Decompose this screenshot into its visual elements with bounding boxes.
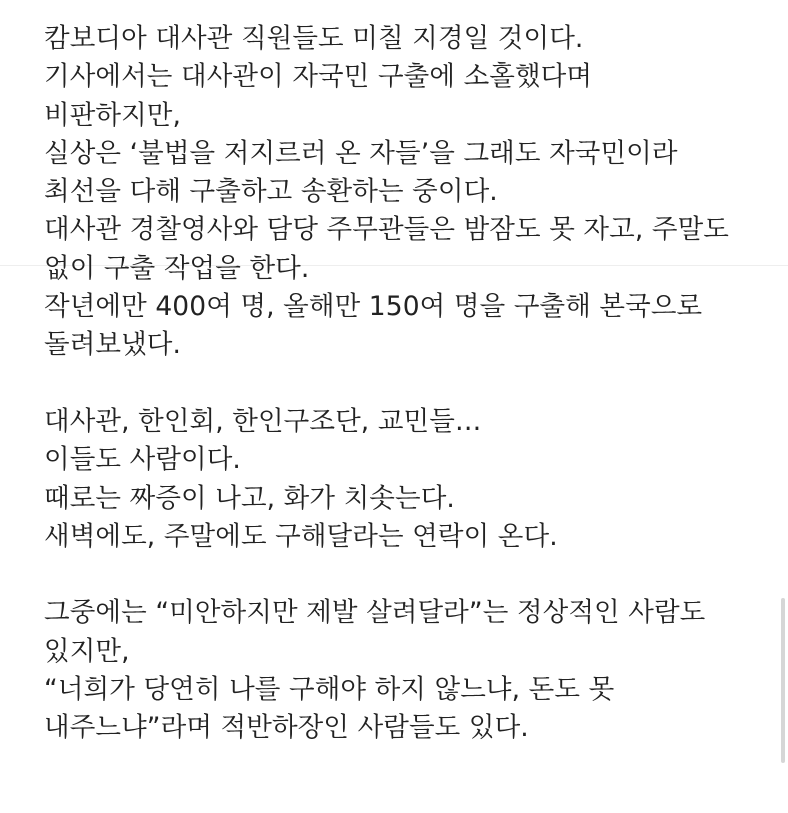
text-line: 작년에만 400여 명, 올해만 150여 명을 구출해 본국으로	[44, 291, 703, 323]
text-line: 대사관, 한인회, 한인구조단, 교민들…	[44, 405, 482, 437]
text-line: 그중에는 “미안하지만 제발 살려달라”는 정상적인 사람도	[44, 597, 706, 629]
text-line: 내주느냐”라며 적반하장인 사람들도 있다.	[44, 712, 529, 744]
text-line: 비판하지만,	[44, 99, 182, 131]
text-line: “너희가 당연히 나를 구해야 하지 않느냐, 돈도 못	[44, 674, 615, 706]
text-line: 최선을 다해 구출하고 송환하는 중이다.	[44, 176, 498, 208]
text-line: 기사에서는 대사관이 자국민 구출에 소홀했다며	[44, 61, 593, 93]
text-line: 때로는 짜증이 나고, 화가 치솟는다.	[44, 482, 455, 514]
paragraph-gap	[44, 556, 779, 594]
text-line: 대사관 경찰영사와 담당 주무관들은 밤잠도 못 자고, 주말도	[44, 214, 729, 246]
text-line: 없이 구출 작업을 한다.	[44, 252, 310, 284]
text-line: 새벽에도, 주말에도 구해달라는 연락이 온다.	[44, 520, 558, 552]
paragraph-gap	[44, 365, 779, 403]
text-line: 있지만,	[44, 635, 130, 667]
text-line: 이들도 사람이다.	[44, 444, 241, 476]
text-line: 돌려보냈다.	[44, 329, 182, 361]
text-line: 실상은 ‘불법을 저지르러 온 자들’을 그래도 자국민이라	[44, 137, 678, 169]
text-line: 캄보디아 대사관 직원들도 미칠 지경일 것이다.	[44, 23, 584, 54]
scrollbar-thumb[interactable]	[781, 598, 785, 763]
article-body	[44, 20, 779, 748]
